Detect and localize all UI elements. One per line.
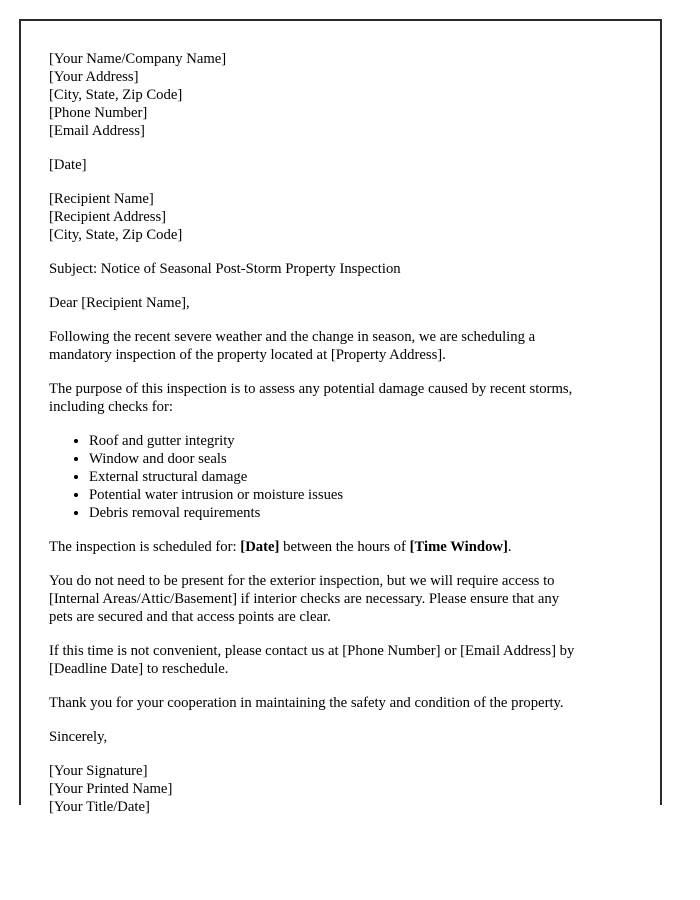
thanks-paragraph: [49, 694, 622, 712]
intro-paragraph: [49, 328, 622, 364]
closing-block: [49, 728, 622, 746]
signature-line: [Your Signature]: [49, 763, 148, 779]
schedule-line: [49, 538, 622, 556]
checklist-item: • External structural damage: [89, 468, 622, 486]
salutation-block: [49, 294, 622, 312]
paragraph-line: mandatory inspection of the property located at [Property Address].: [49, 347, 446, 363]
schedule-prefix: The inspection is scheduled for:: [49, 539, 241, 555]
recipient-line: [Recipient Name]: [49, 191, 154, 207]
purpose-paragraph: [49, 380, 622, 416]
paragraph-line: including checks for:: [49, 399, 173, 415]
checklist-item: • Potential water intrusion or moisture issues: [89, 486, 622, 504]
schedule-middle: between the hours of: [279, 539, 410, 555]
schedule-time-placeholder: [Time Window]: [409, 539, 508, 555]
paragraph-line: The purpose of this inspection is to assess any potential damage caused by recent storms,: [49, 381, 573, 397]
paragraph-line: [Deadline Date] to reschedule.: [49, 661, 229, 677]
signature-line-clipped: [Your Title/Date]: [49, 799, 150, 815]
schedule-suffix: .: [507, 539, 512, 555]
date-block: [49, 156, 622, 174]
signature-block: [49, 762, 622, 816]
reschedule-paragraph: [49, 642, 622, 678]
inspection-checklist: [49, 432, 622, 522]
sender-line: [Your Name/Company Name]: [49, 51, 227, 67]
paragraph-line: You do not need to be present for the exterior inspection, but we will require access to: [49, 573, 555, 589]
sender-address-block: [49, 50, 622, 140]
sender-line: [Your Address]: [49, 69, 139, 85]
subject-block: [49, 260, 622, 278]
paragraph-line: Following the recent severe weather and the change in season, we are scheduling a: [49, 329, 536, 345]
checklist-item: • Debris removal requirements: [89, 504, 622, 522]
recipient-line: [City, State, Zip Code]: [49, 227, 183, 243]
salutation: Dear [Recipient Name],: [49, 295, 190, 311]
recipient-line: [Recipient Address]: [49, 209, 167, 225]
checklist-item: • Roof and gutter integrity: [89, 432, 622, 450]
checklist-item: • Window and door seals: [89, 450, 622, 468]
date-line: [Date]: [49, 157, 87, 173]
paragraph-line: pets are secured and that access points are clear.: [49, 609, 331, 625]
subject-line: Subject: Notice of Seasonal Post-Storm Property Inspection: [49, 261, 401, 277]
letter-content: [21, 21, 660, 816]
sender-line: [Phone Number]: [49, 105, 148, 121]
recipient-address-block: [49, 190, 622, 244]
paragraph-line: Thank you for your cooperation in maintaining the safety and condition of the property.: [49, 695, 564, 711]
letter-page: [19, 19, 662, 815]
closing: Sincerely,: [49, 729, 108, 745]
paragraph-line: [Internal Areas/Attic/Basement] if interior checks are necessary. Please ensure that any: [49, 591, 560, 607]
sender-line: [City, State, Zip Code]: [49, 87, 183, 103]
access-paragraph: [49, 572, 622, 626]
sender-line: [Email Address]: [49, 123, 145, 139]
schedule-date-placeholder: [Date]: [240, 539, 280, 555]
schedule-paragraph: [49, 538, 622, 556]
signature-line: [Your Printed Name]: [49, 781, 173, 797]
paragraph-line: If this time is not convenient, please contact us at [Phone Number] or [Email Address] by: [49, 643, 575, 659]
